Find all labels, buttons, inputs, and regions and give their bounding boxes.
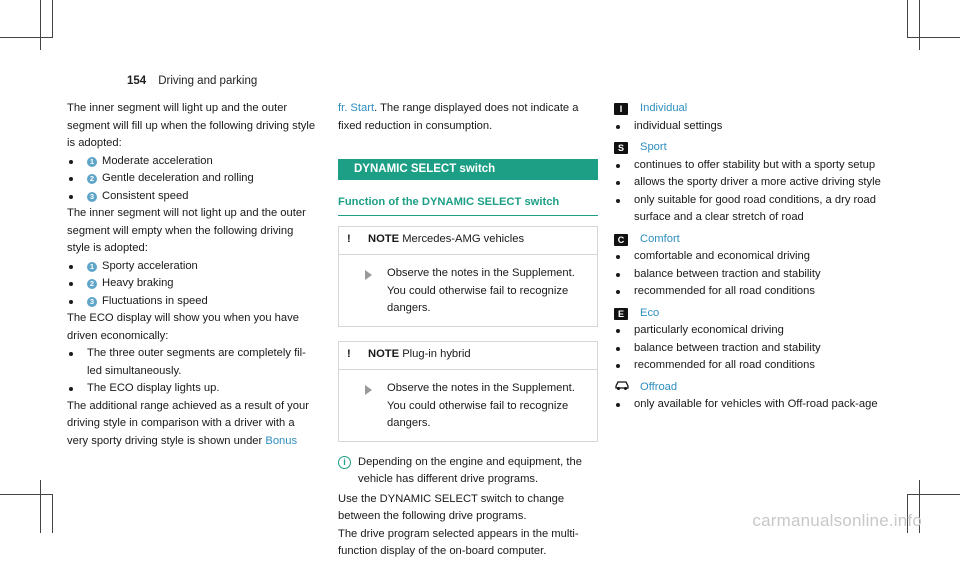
page-header: [127, 73, 257, 91]
warning-icon: !: [347, 347, 351, 360]
info-icon: i: [338, 456, 351, 469]
numbered-list: [67, 153, 317, 206]
list-item: 1 Sporty acceleration: [67, 258, 317, 276]
mode-individual: I Individual individual settings: [614, 100, 904, 135]
list-item: recommended for all road conditions: [614, 283, 904, 301]
crop-mark: [40, 480, 41, 533]
list-item: 2 Heavy braking: [67, 275, 317, 293]
list-item: allows the sporty driver a more active driving style: [614, 174, 904, 192]
crop-mark: [0, 37, 52, 38]
paragraph: fr. Start. The range displayed does not indicate a fixed reduction in consumption.: [338, 102, 579, 132]
number-badge: 1: [87, 262, 97, 272]
crop-mark: [907, 0, 908, 38]
mode-eco: E Eco particularly economical driving balance between traction and stability recommended for all road conditions: [614, 305, 904, 375]
list-item: recommended for all road conditions: [614, 357, 904, 375]
crop-mark: [40, 0, 41, 50]
subheading: Function of the DYNAMIC SELECT switch: [338, 194, 598, 216]
note-box: ! NOTE Plug-in hybrid Observe the notes in the Supplement. You could otherwise fail to recognize dangers.: [338, 341, 598, 442]
list-item: continues to offer stability but with a sporty setup: [614, 157, 904, 175]
crop-mark: [52, 494, 53, 533]
number-badge: 2: [87, 174, 97, 184]
offroad-car-icon: [614, 379, 630, 391]
list-item: 1 Moderate acceleration: [67, 153, 317, 171]
fr-start-link[interactable]: fr. Start: [338, 102, 375, 114]
number-badge: 3: [87, 297, 97, 307]
list-item: only suitable for good road conditions, a dry road surface and a clear stretch of road: [614, 192, 904, 227]
crop-mark: [919, 0, 920, 50]
number-badge: 3: [87, 192, 97, 202]
individual-icon: I: [614, 103, 628, 115]
paragraph: The ECO display will show you when you have driven economically:: [67, 312, 299, 342]
list-item: balance between traction and stability: [614, 266, 904, 284]
bonus-link[interactable]: Bonus: [265, 434, 298, 447]
section-title: Driving and parking: [158, 75, 258, 87]
crop-mark: [52, 0, 53, 38]
list-item: balance between traction and stability: [614, 340, 904, 358]
mode-sport: S Sport continues to offer stability but with a sporty setup allows the sporty driver a more active driving style only suitable for good road conditions, a dry road surface and a clear stretch of road: [614, 139, 904, 227]
arrow-icon: [365, 270, 372, 280]
crop-mark: [908, 37, 960, 38]
paragraph: The inner segment will light up and the outer segment will fill up when the following driving style is adopted:: [67, 102, 316, 149]
column-right: [614, 100, 904, 414]
column-left: [67, 100, 317, 450]
paragraph: The additional range achieved as a result of your driving style in comparison with a driver with a very sporty driving style is shown under Bonus: [67, 399, 309, 447]
list-item: The three outer segments are completely fil-led simultaneously.: [67, 345, 317, 380]
column-middle: [338, 100, 598, 561]
sport-icon: S: [614, 142, 628, 154]
list-item: only available for vehicles with Off-road pack-age: [614, 396, 904, 414]
paragraph: The drive program selected appears in the multi-function display of the on-board computer.: [338, 527, 579, 557]
section-heading-bar: DYNAMIC SELECT switch: [338, 159, 598, 180]
watermark: carmanualsonline.info: [752, 510, 922, 530]
list-item: comfortable and economical driving: [614, 248, 904, 266]
list-item: The ECO display lights up.: [67, 380, 317, 398]
note-box: ! NOTE Mercedes-AMG vehicles Observe the notes in the Supplement. You could otherwise fail to recognize dangers.: [338, 226, 598, 327]
comfort-icon: C: [614, 234, 628, 246]
list-item: 3 Consistent speed: [67, 188, 317, 206]
list-item: 2 Gentle deceleration and rolling: [67, 170, 317, 188]
mode-offroad: Offroad only available for vehicles with Off-road pack-age: [614, 379, 904, 414]
paragraph: Use the DYNAMIC SELECT switch to change between the following drive programs.: [338, 492, 565, 522]
crop-mark: [0, 494, 52, 495]
info-note: i Depending on the engine and equipment, the vehicle has different drive programs.: [338, 454, 598, 489]
page-number: 154: [127, 75, 147, 87]
number-badge: 1: [87, 157, 97, 167]
arrow-icon: [365, 385, 372, 395]
numbered-list: [67, 258, 317, 311]
list-item: 3 Fluctuations in speed: [67, 293, 317, 311]
list-item: particularly economical driving: [614, 322, 904, 340]
list-item: individual settings: [614, 118, 904, 136]
mode-comfort: C Comfort comfortable and economical driving balance between traction and stability recommended for all road conditions: [614, 231, 904, 301]
paragraph: The inner segment will not light up and the outer segment will empty when the following driving style is adopted:: [67, 207, 306, 254]
eco-icon: E: [614, 308, 628, 320]
crop-mark: [908, 494, 960, 495]
number-badge: 2: [87, 279, 97, 289]
warning-icon: !: [347, 232, 351, 245]
